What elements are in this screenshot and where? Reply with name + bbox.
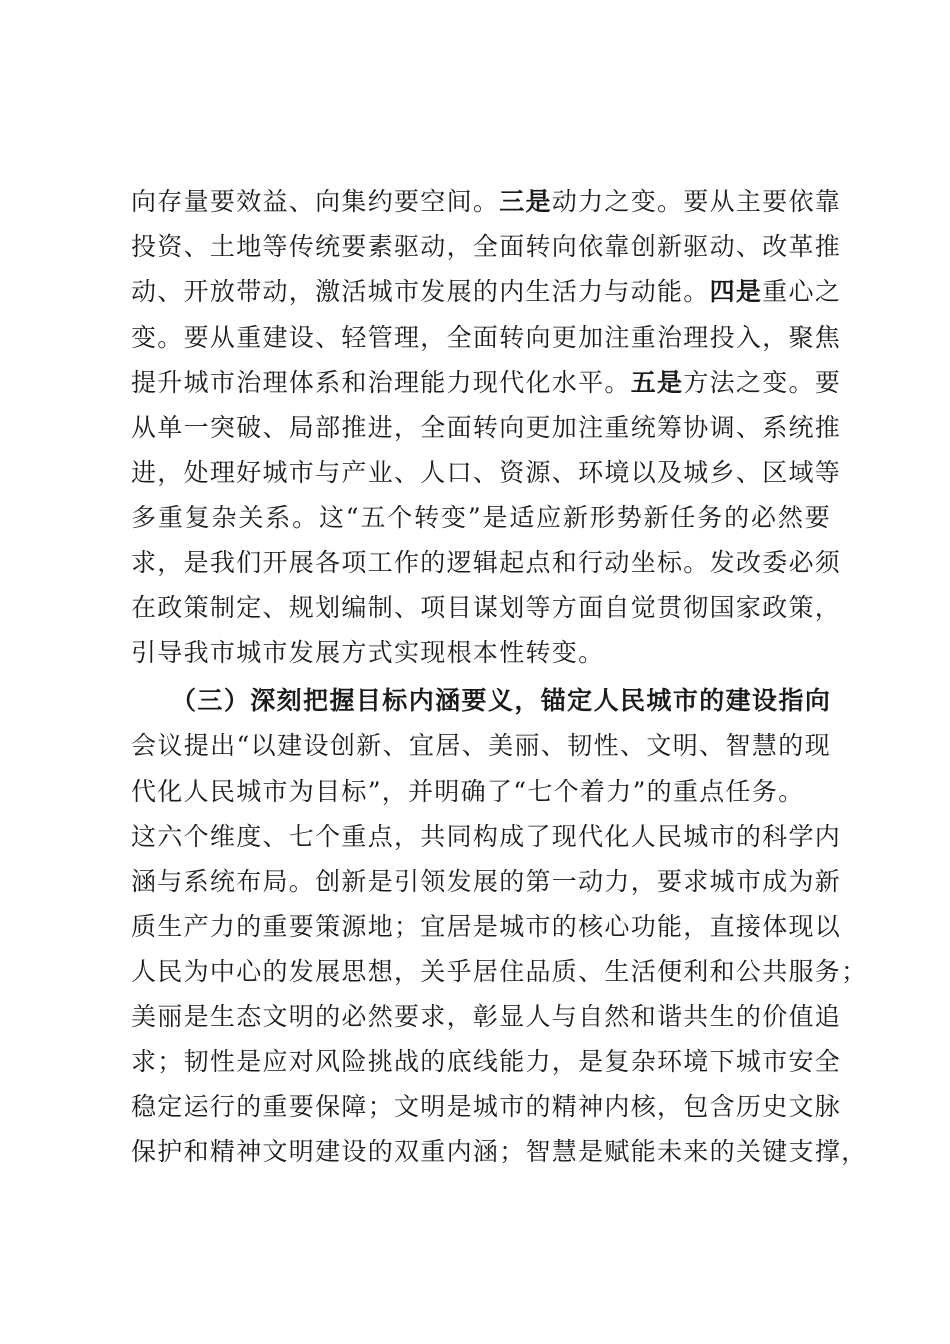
- paragraph-line: 人民为中心的发展思想，关乎居住品质、生活便利和公共服务；: [131, 957, 868, 986]
- emphasis-san-shi: 三是: [499, 187, 552, 216]
- paragraph-line: 会议提出“以建设创新、宜居、美丽、韧性、文明、智慧的现: [131, 731, 831, 760]
- paragraph-line: 从单一突破、局部推进，全面转向更加注重统筹协调、系统推: [131, 413, 842, 442]
- paragraph-line: 进，处理好城市与产业、人口、资源、环境以及城乡、区域等: [131, 458, 842, 487]
- paragraph-line: 投资、土地等传统要素驱动，全面转向依靠创新驱动、改革推: [131, 232, 842, 261]
- paragraph-line: 美丽是生态文明的必然要求，彰显人与自然和谐共生的价值追: [131, 1002, 842, 1031]
- paragraph-line: 这六个维度、七个重点，共同构成了现代化人民城市的科学内: [131, 822, 842, 851]
- paragraph-line: 涵与系统布局。创新是引领发展的第一动力，要求城市成为新: [131, 867, 842, 896]
- paragraph-line: 向存量要效益、向集约要空间。三是动力之变。要从主要依靠: [131, 187, 842, 216]
- paragraph-line: 多重复杂关系。这“五个转变”是适应新形势新任务的必然要: [131, 503, 831, 532]
- paragraph-line: 代化人民城市为目标”，并明确了“七个着力”的重点任务。: [131, 777, 805, 806]
- paragraph-line: 动、开放带动，激活城市发展的内生活力与动能。四是重心之: [131, 277, 842, 306]
- paragraph-line: 求；韧性是应对风险挑战的底线能力，是复杂环境下城市安全: [131, 1047, 842, 1076]
- section-heading: （三）深刻把握目标内涵要义，锚定人民城市的建设指向: [171, 686, 831, 715]
- emphasis-si-shi: 四是: [709, 277, 763, 306]
- paragraph-line: 引导我市城市发展方式实现根本性转变。: [131, 638, 605, 667]
- paragraph-line: 变。要从重建设、轻管理，全面转向更加注重治理投入，聚焦: [131, 323, 842, 352]
- paragraph-line: 在政策制定、规划编制、项目谋划等方面自觉贯彻国家政策，: [131, 593, 842, 622]
- paragraph-line: 稳定运行的重要保障；文明是城市的精神内核，包含历史文脉: [131, 1092, 842, 1121]
- paragraph-line: 提升城市治理体系和治理能力现代化水平。五是方法之变。要: [131, 368, 842, 397]
- paragraph-line: 求，是我们开展各项工作的逻辑起点和行动坐标。发改委必须: [131, 548, 842, 577]
- paragraph-line: 质生产力的重要策源地；宜居是城市的核心功能，直接体现以: [131, 912, 842, 941]
- emphasis-wu-shi: 五是: [630, 368, 684, 397]
- paragraph-line: 保护和精神文明建设的双重内涵；智慧是赋能未来的关键支撑，: [131, 1137, 868, 1166]
